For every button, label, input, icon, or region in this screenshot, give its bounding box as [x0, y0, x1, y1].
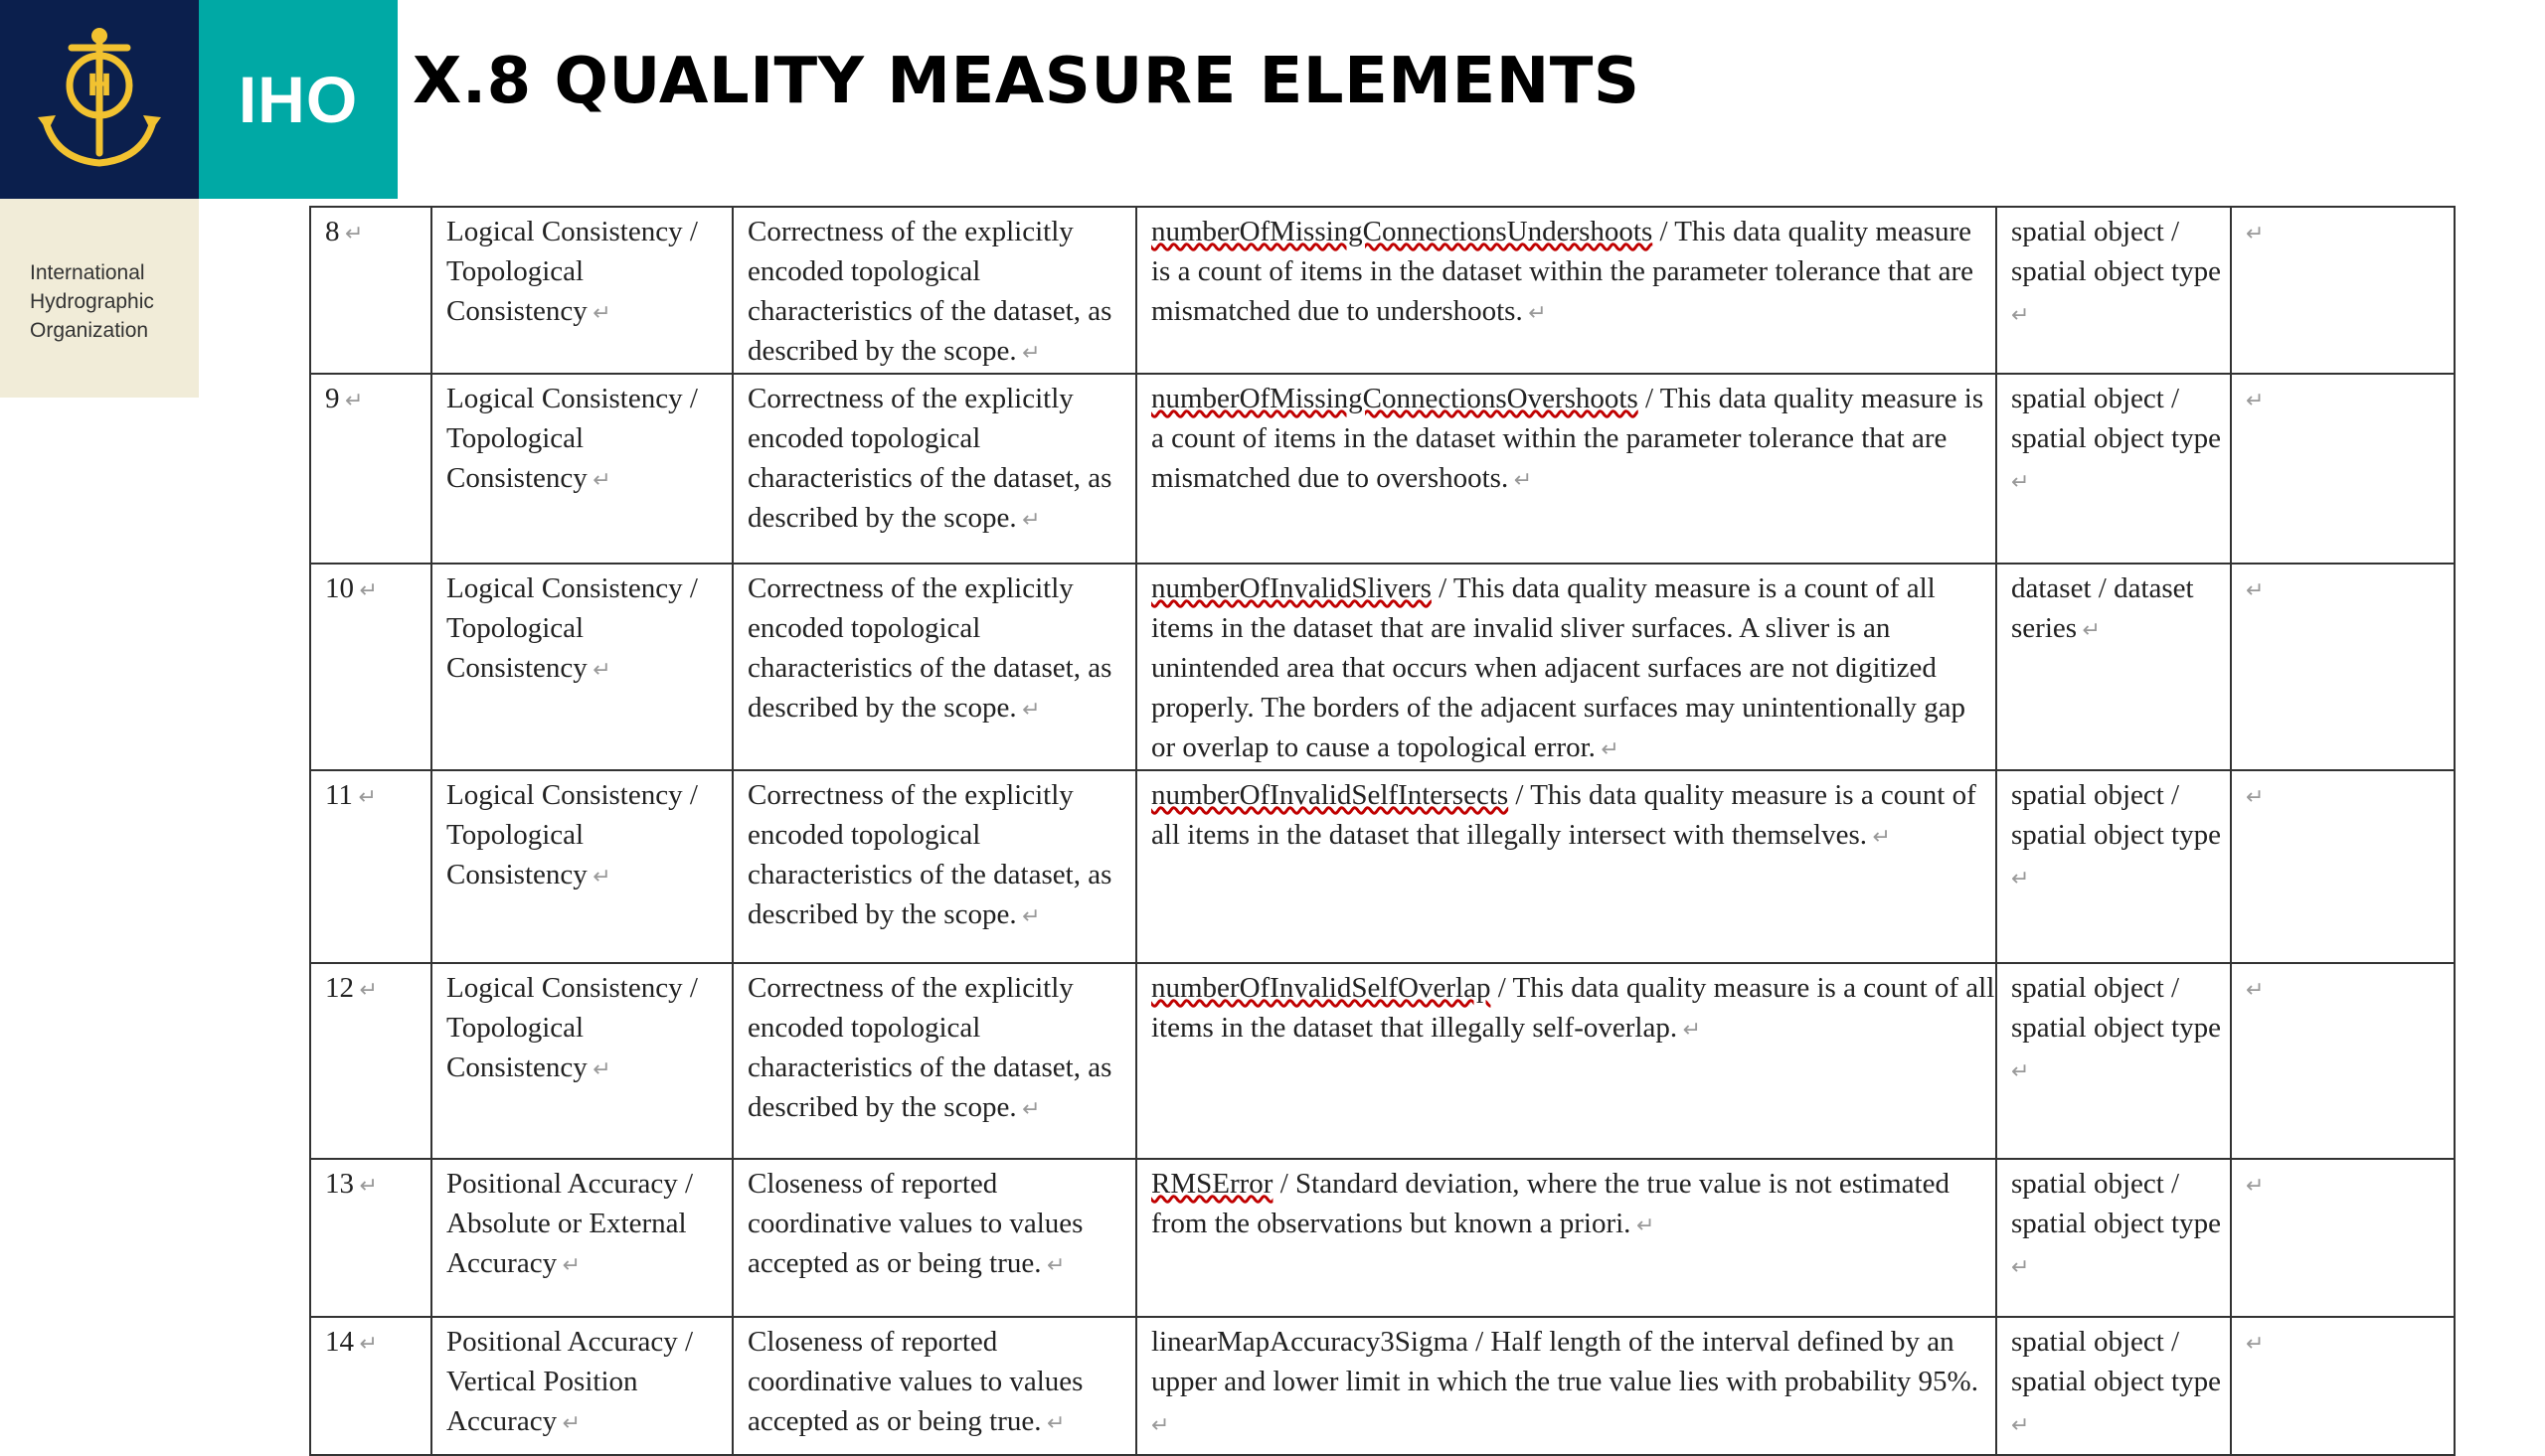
quality-element: Logical Consistency / Topological Consistency [446, 383, 698, 494]
cell-extra [2231, 374, 2455, 564]
cell-element [431, 963, 733, 1159]
paragraph-mark-icon: ↵ [2246, 784, 2265, 809]
cell-element [431, 207, 733, 374]
row-id: 11 [325, 779, 353, 811]
cell-definition [733, 1159, 1136, 1317]
paragraph-mark-icon: ↵ [339, 221, 364, 245]
cell-definition [733, 207, 1136, 374]
cell-id [310, 1317, 431, 1455]
anchor-icon [32, 26, 167, 175]
measure-name: numberOfInvalidSlivers [1151, 572, 1432, 604]
paragraph-mark-icon: ↵ [1016, 507, 1041, 532]
cell-element [431, 1317, 733, 1455]
paragraph-mark-icon: ↵ [1041, 1252, 1066, 1277]
paragraph-mark-icon: ↵ [2246, 221, 2265, 245]
paragraph-mark-icon: ↵ [587, 300, 611, 325]
cell-scope [1996, 770, 2231, 963]
paragraph-mark-icon: ↵ [354, 977, 378, 1002]
row-id: 14 [325, 1326, 354, 1358]
paragraph-mark-icon: ↵ [354, 1331, 378, 1356]
table-row [310, 963, 2455, 1159]
paragraph-mark-icon: ↵ [2246, 1173, 2265, 1198]
element-definition: Correctness of the explicitly encoded topological characteristics of the dataset, as described by the scope. [748, 779, 1112, 930]
measure-name: numberOfMissingConnectionsUndershoots [1151, 216, 1653, 247]
paragraph-mark-icon: ↵ [1016, 697, 1041, 722]
measure-name: numberOfInvalidSelfIntersects [1151, 779, 1509, 811]
cell-measure [1136, 963, 1996, 1159]
cell-extra [2231, 1159, 2455, 1317]
iho-emblem [0, 0, 199, 199]
quality-element: Logical Consistency / Topological Consistency [446, 779, 698, 890]
paragraph-mark-icon: ↵ [1041, 1410, 1066, 1435]
paragraph-mark-icon: ↵ [557, 1410, 582, 1435]
paragraph-mark-icon: ↵ [2011, 302, 2030, 327]
row-id: 13 [325, 1168, 354, 1200]
paragraph-mark-icon: ↵ [2246, 977, 2265, 1002]
measure-scope: spatial object / spatial object type [2011, 1326, 2221, 1397]
element-definition: Correctness of the explicitly encoded topological characteristics of the dataset, as described by the scope. [748, 972, 1112, 1123]
measure-scope: dataset / dataset series [2011, 572, 2194, 644]
element-definition: Correctness of the explicitly encoded topological characteristics of the dataset, as described by the scope. [748, 572, 1112, 724]
measure-description: / This data quality measure is a count of items in the dataset within the parameter tolerance that are mismatched due to undershoots. [1151, 216, 1973, 327]
measure-description: / This data quality measure is a count of all items in the dataset that illegally intersect with themselves. [1151, 779, 1976, 851]
table-row [310, 1159, 2455, 1317]
cell-definition [733, 963, 1136, 1159]
table-row [310, 564, 2455, 770]
measure-description: / Half length of the interval defined by an upper and lower limit in which the true value lies with probability 95%. [1151, 1326, 1978, 1397]
cell-extra [2231, 770, 2455, 963]
element-definition: Correctness of the explicitly encoded topological characteristics of the dataset, as described by the scope. [748, 216, 1112, 367]
table-row [310, 207, 2455, 374]
paragraph-mark-icon: ↵ [587, 864, 611, 889]
paragraph-mark-icon: ↵ [2246, 388, 2265, 412]
organization-name [0, 199, 199, 398]
measure-scope: spatial object / spatial object type [2011, 779, 2221, 851]
org-line-2: Hydrographic [30, 290, 154, 313]
table-row [310, 770, 2455, 963]
cell-scope [1996, 1159, 2231, 1317]
paragraph-mark-icon: ↵ [2011, 866, 2030, 890]
cell-definition [733, 374, 1136, 564]
cell-element [431, 770, 733, 963]
row-id: 8 [325, 216, 340, 247]
cell-extra [2231, 963, 2455, 1159]
quality-element: Logical Consistency / Topological Consistency [446, 216, 698, 327]
paragraph-mark-icon: ↵ [1522, 300, 1547, 325]
paragraph-mark-icon: ↵ [1630, 1213, 1655, 1237]
iho-brand-tile [199, 0, 398, 199]
measure-description: / This data quality measure is a count of all items in the dataset that illegally self-overlap. [1151, 972, 1995, 1044]
cell-definition [733, 1317, 1136, 1455]
paragraph-mark-icon: ↵ [2246, 1331, 2265, 1356]
paragraph-mark-icon: ↵ [1016, 1096, 1041, 1121]
paragraph-mark-icon: ↵ [354, 1173, 378, 1198]
brand-text: IHO [238, 63, 359, 136]
quality-measure-table [309, 206, 2456, 1456]
element-definition: Closeness of reported coordinative values to values accepted as or being true. [748, 1168, 1084, 1279]
page-title: X.8 QUALITY MEASURE ELEMENTS [413, 45, 1640, 118]
cell-element [431, 374, 733, 564]
cell-scope [1996, 374, 2231, 564]
measure-name: RMSError [1151, 1168, 1273, 1200]
paragraph-mark-icon: ↵ [1595, 736, 1619, 761]
row-id: 9 [325, 383, 340, 414]
measure-description: / Standard deviation, where the true value is not estimated from the observations but known a priori. [1151, 1168, 1950, 1239]
cell-id [310, 374, 431, 564]
measure-scope: spatial object / spatial object type [2011, 216, 2221, 287]
paragraph-mark-icon: ↵ [557, 1252, 582, 1277]
cell-measure [1136, 1317, 1996, 1455]
row-id: 12 [325, 972, 354, 1004]
svg-text:H: H [86, 69, 112, 103]
paragraph-mark-icon: ↵ [339, 388, 364, 412]
element-definition: Closeness of reported coordinative values to values accepted as or being true. [748, 1326, 1084, 1437]
row-id: 10 [325, 572, 354, 604]
paragraph-mark-icon: ↵ [2011, 1058, 2030, 1083]
paragraph-mark-icon: ↵ [1866, 824, 1891, 849]
paragraph-mark-icon: ↵ [2011, 1412, 2030, 1437]
cell-scope [1996, 564, 2231, 770]
cell-scope [1996, 963, 2231, 1159]
quality-element: Positional Accuracy / Vertical Position Accuracy [446, 1326, 694, 1437]
cell-definition [733, 770, 1136, 963]
paragraph-mark-icon: ↵ [1016, 903, 1041, 928]
measure-description: / This data quality measure is a count of items in the dataset within the parameter tolerance that are mismatched due to overshoots. [1151, 383, 1984, 494]
cell-extra [2231, 1317, 2455, 1455]
cell-id [310, 207, 431, 374]
cell-id [310, 770, 431, 963]
paragraph-mark-icon: ↵ [587, 467, 611, 492]
table-row [310, 374, 2455, 564]
cell-definition [733, 564, 1136, 770]
cell-element [431, 1159, 733, 1317]
cell-element [431, 564, 733, 770]
quality-element: Logical Consistency / Topological Consistency [446, 572, 698, 684]
measure-name: linearMapAccuracy3Sigma [1151, 1326, 1468, 1358]
table-row [310, 1317, 2455, 1455]
cell-extra [2231, 207, 2455, 374]
paragraph-mark-icon: ↵ [1508, 467, 1533, 492]
cell-measure [1136, 1159, 1996, 1317]
cell-id [310, 963, 431, 1159]
paragraph-mark-icon: ↵ [587, 657, 611, 682]
paragraph-mark-icon: ↵ [1151, 1412, 1170, 1437]
paragraph-mark-icon: ↵ [2011, 469, 2030, 494]
cell-id [310, 1159, 431, 1317]
paragraph-mark-icon: ↵ [587, 1056, 611, 1081]
measure-name: numberOfMissingConnectionsOvershoots [1151, 383, 1638, 414]
measure-description: / This data quality measure is a count of all items in the dataset that are invalid sliver surfaces. A sliver is an unintended area that occurs when adjacent surfaces are not digitized properly. The borders of the adjacent surfaces may unintentionally gap or overlap to cause a topological error. [1151, 572, 1965, 763]
quality-element: Logical Consistency / Topological Consistency [446, 972, 698, 1083]
quality-element: Positional Accuracy / Absolute or External Accuracy [446, 1168, 694, 1279]
cell-measure [1136, 207, 1996, 374]
measure-scope: spatial object / spatial object type [2011, 972, 2221, 1044]
org-line-1: International [30, 261, 145, 284]
measure-name: numberOfInvalidSelfOverlap [1151, 972, 1491, 1004]
cell-measure [1136, 770, 1996, 963]
cell-measure [1136, 564, 1996, 770]
org-line-3: Organization [30, 319, 149, 342]
paragraph-mark-icon: ↵ [1016, 340, 1041, 365]
paragraph-mark-icon: ↵ [352, 784, 377, 809]
cell-measure [1136, 374, 1996, 564]
paragraph-mark-icon: ↵ [1677, 1017, 1702, 1042]
cell-scope [1996, 207, 2231, 374]
paragraph-mark-icon: ↵ [2077, 617, 2101, 642]
paragraph-mark-icon: ↵ [354, 577, 378, 602]
measure-scope: spatial object / spatial object type [2011, 383, 2221, 454]
cell-id [310, 564, 431, 770]
paragraph-mark-icon: ↵ [2246, 577, 2265, 602]
element-definition: Correctness of the explicitly encoded topological characteristics of the dataset, as described by the scope. [748, 383, 1112, 534]
paragraph-mark-icon: ↵ [2011, 1254, 2030, 1279]
cell-scope [1996, 1317, 2231, 1455]
measure-scope: spatial object / spatial object type [2011, 1168, 2221, 1239]
cell-extra [2231, 564, 2455, 770]
